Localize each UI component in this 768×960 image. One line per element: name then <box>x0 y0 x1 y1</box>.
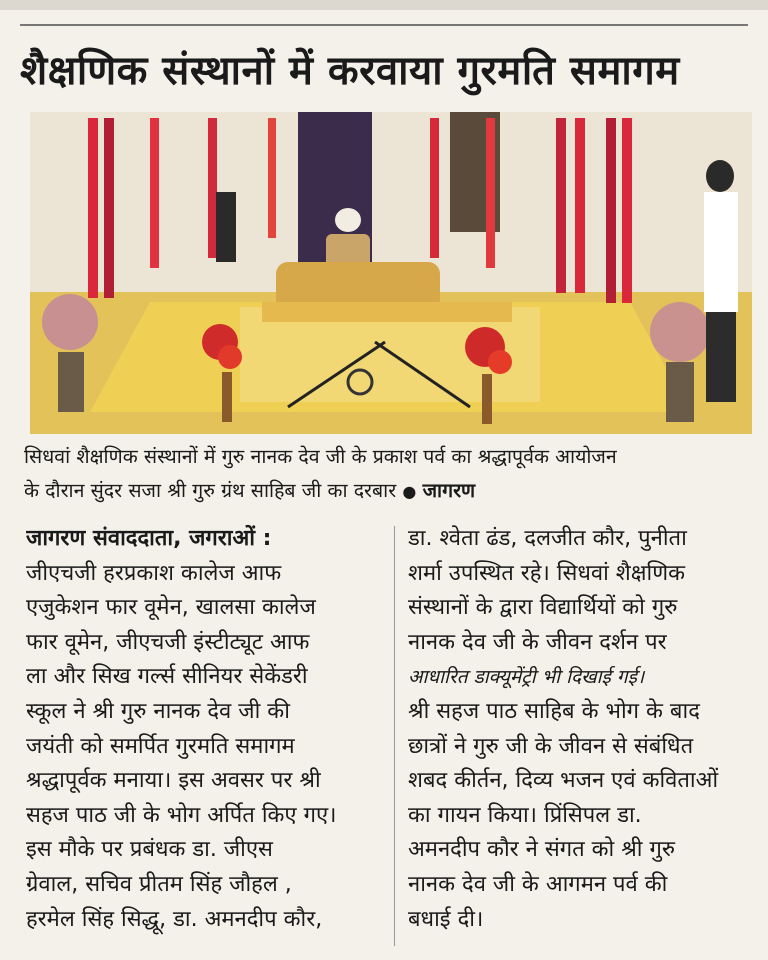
caption-line <box>24 474 744 509</box>
photo-caption <box>24 440 744 510</box>
body-line: ग्रेवाल, सचिव प्रीतम सिंह जौहल , <box>26 871 292 897</box>
body-line: जीएचजी हरप्रकाश कालेज आफ <box>26 560 282 586</box>
body-line: का गायन किया। प्रिंसिपल डा. <box>408 802 642 828</box>
previous-article-strip <box>0 0 768 10</box>
article-column-left <box>26 522 388 952</box>
event-photo <box>30 112 752 434</box>
body-line: स्कूल ने श्री गुरु नानक देव जी की <box>26 698 290 724</box>
caption-line: सिधवां शैक्षणिक संस्थानों में गुरु नानक देव जी के प्रकाश पर्व का श्रद्धापूर्वक आयोजन <box>24 445 617 468</box>
body-line: शर्मा उपस्थित रहे। सिधवां शैक्षणिक <box>408 560 686 586</box>
body-line: श्रद्धापूर्वक मनाया। इस अवसर पर श्री <box>26 768 321 794</box>
body-line: नानक देव जी के जीवन दर्शन पर <box>408 629 667 655</box>
body-line: डा. श्वेता ढंड, दलजीत कौर, पुनीता <box>408 526 687 551</box>
body-line: इस मौके पर प्रबंधक डा. जीएस <box>26 837 273 863</box>
headline: शैक्षणिक संस्थानों में करवाया गुरमति समागम <box>20 48 680 94</box>
body-line: बधाई दी। <box>408 906 484 932</box>
bullet-icon: ● <box>402 482 417 501</box>
body-line: फार वूमेन, जीएचजी इंस्टीट्यूट आफ <box>26 629 310 655</box>
body-line: छात्रों ने गुरु जी के जीवन से संबंधित <box>408 733 694 759</box>
column-divider <box>394 526 395 946</box>
top-rule <box>20 24 748 26</box>
body-line: अमनदीप कौर ने संगत को श्री गुरु <box>408 837 676 863</box>
caption-credit: जागरण <box>422 479 476 502</box>
body-line: हरमेल सिंह सिद्धू, डा. अमनदीप कौर, <box>26 906 323 932</box>
body-line: संस्थानों के द्वारा विद्यार्थियों को गुरु <box>408 595 678 621</box>
body-line: श्री सहज पाठ साहिब के भोग के बाद <box>408 698 700 724</box>
body-line: ला और सिख गर्ल्स सीनियर सेकेंडरी <box>26 664 308 690</box>
caption-line-text: के दौरान सुंदर सजा श्री गुरु ग्रंथ साहिब जी का दरबार <box>24 479 397 502</box>
body-line: सहज पाठ जी के भोग अर्पित किए गए। <box>26 802 337 828</box>
body-line: शबद कीर्तन, दिव्य भजन एवं कविताओं <box>408 768 719 794</box>
body-line: एजुकेशन फार वूमेन, खालसा कालेज <box>26 595 316 621</box>
body-line: नानक देव जी के आगमन पर्व की <box>408 871 668 897</box>
body-line: जयंती को समर्पित गुरमति समागम <box>26 733 295 759</box>
byline: जागरण संवाददाता, जगराओं : <box>26 526 272 551</box>
body-line: आधारित डाक्यूमेंट्री भी दिखाई गई। <box>408 666 645 689</box>
article-column-right <box>408 522 752 952</box>
